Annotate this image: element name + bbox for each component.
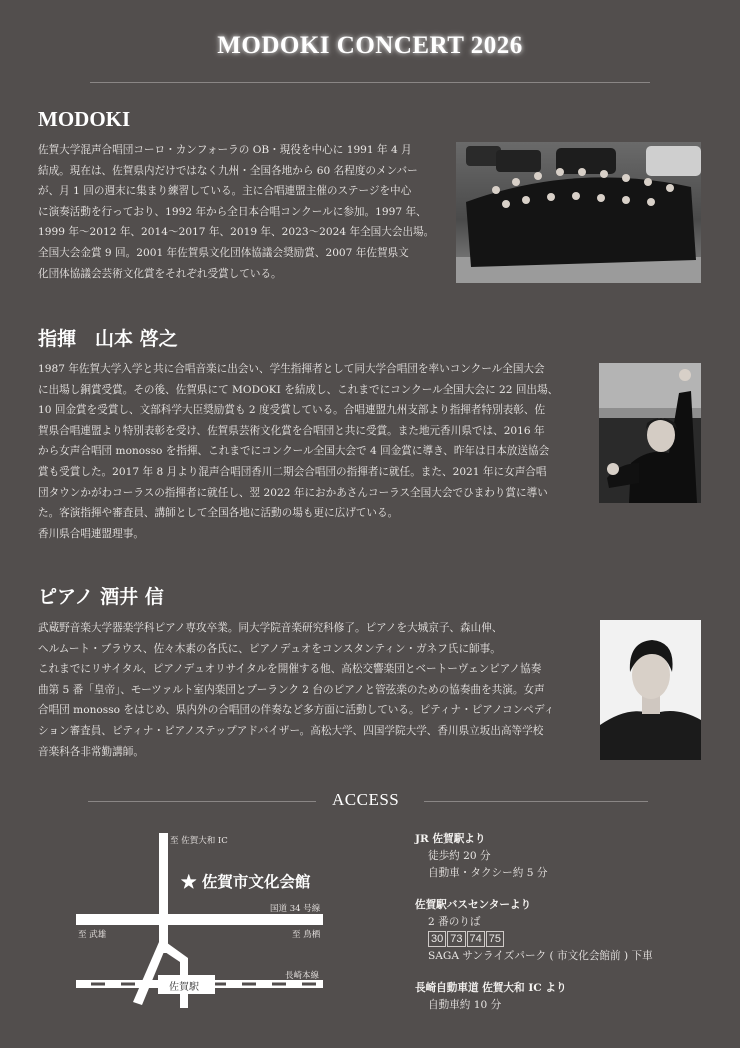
text-line: 合唱団 monosso をはじめ、県内外の合唱団の伴奏など多方面に活動している。ピティナ・ピアノコンペディ: [38, 704, 555, 717]
conductor-description: [38, 359, 593, 544]
access-routes: [415, 831, 715, 1014]
bus-number-badge: 30: [428, 931, 446, 947]
route-item: SAGA サンライズパーク ( 市文化会館前 ) 下車: [428, 950, 653, 962]
page-title: MODOKI CONCERT 2026: [217, 32, 523, 59]
text-line: た。客演指揮や審査員、講師として全国各地に活動の場も更に広げている。: [38, 507, 399, 520]
label-rail-line: 長崎本線: [285, 971, 320, 981]
section-heading-pianist: ピアノ 酒井 信: [38, 586, 164, 608]
conductor-photo: [599, 363, 701, 503]
text-line: 団タウンかがわコーラスの指揮者に就任し、翌 2022 年におかあさんコーラス全国大会でひまわり賞に導い: [38, 486, 548, 499]
section-heading-conductor: 指揮 山本 啓之: [38, 328, 178, 350]
access-divider-right: [424, 801, 648, 802]
text-line: から女声合唱団 monosso を指揮、これまでにコンクール全国大会で 4 回金賞に導き、昨年は日本放送協会: [38, 445, 550, 458]
bus-numbers: [415, 931, 715, 948]
text-line: 賀県合唱連盟より特別表彰を受け、佐賀県芸術文化賞を合唱団と共に受賞。また地元香川県では、2016 年: [38, 424, 545, 437]
label-route-34: 国道 34 号線: [270, 904, 321, 914]
venue-marker: ★ 佐賀市文化会館: [181, 872, 311, 891]
label-station: 佐賀駅: [169, 982, 199, 993]
choir-group-photo: [456, 142, 701, 283]
route-bus: [415, 897, 715, 965]
title-divider: [90, 82, 650, 83]
text-line: 1987 年佐賀大学入学と共に合唱音楽に出会い、学生指揮者として同大学合唱団を率いコンクール全国大会: [38, 363, 545, 375]
pianist-photo: [600, 620, 701, 760]
text-line: 音楽科各非常勤講師。: [38, 745, 144, 758]
text-line: が、月 1 回の週末に集まり練習している。主に合唱連盟主催のステージを中心: [38, 185, 412, 198]
route-item: 自動車約 10 分: [428, 999, 502, 1011]
bus-number-badge: 75: [486, 931, 504, 947]
access-map: [70, 830, 340, 1030]
route-item: 徒歩約 20 分: [428, 850, 491, 862]
text-line: 1999 年〜2012 年、2014〜2017 年、2019 年、2023〜2024 年全国大会出場。: [38, 226, 435, 239]
route-item: 自動車・タクシー約 5 分: [428, 867, 548, 879]
modoki-description: [38, 140, 448, 284]
text-line: 全国大会金賞 9 回。2001 年佐賀県文化団体協議会奨励賞、2007 年佐賀県文: [38, 246, 409, 259]
text-line: 武蔵野音楽大学器楽学科ピアノ専攻卒業。同大学院音楽研究科修了。ピアノを大城京子、森山伸、: [38, 622, 503, 634]
label-to-tosu: 至 鳥栖: [292, 930, 321, 940]
label-to-ic: 至 佐賀大和 IC: [170, 836, 228, 846]
text-line: 賞も受賞した。2017 年 8 月より混声合唱団香川二期会合唱団の指揮者に就任。また、2021 年に女声合唱: [38, 465, 547, 478]
text-line: に演奏活動を行っており、1992 年から全日本合唱コンクールに参加。1997 年、: [38, 205, 427, 218]
route-34: [76, 914, 323, 925]
text-line: ション審査員、ピティナ・ピアノステップアドバイザー。高松大学、四国学院大学、香川県立坂出高等学校: [38, 724, 544, 737]
route-heading: 長崎自動車道 佐賀大和 IC より: [415, 982, 567, 994]
text-line: 結成。現在は、佐賀県内だけではなく九州・全国各地から 60 名程度のメンバー: [38, 164, 418, 177]
bus-number-badge: 74: [467, 931, 485, 947]
text-line: これまでにリサイタル、ピアノデュオリサイタルを開催する他、高松交響楽団とベートーヴェンピアノ協奏: [38, 663, 542, 676]
text-line: 佐賀大学混声合唱団コーロ・カンフォーラの OB・現役を中心に 1991 年 4 月: [38, 144, 412, 156]
text-line: ヘルムート・ブラウス、佐々木素の各氏に、ピアノデュオをコンスタンティン・ガネフ氏に師事。: [38, 642, 501, 655]
label-to-takeo: 至 武雄: [78, 930, 107, 940]
route-heading: 佐賀駅バスセンターより: [415, 899, 532, 911]
text-line: 香川県合唱連盟理事。: [38, 527, 144, 540]
text-line: に出場し銅賞受賞。その後、佐賀県にて MODOKI を結成し、これまでにコンクール全国大会に 22 回出場、: [38, 383, 559, 396]
route-item: 2 番のりば: [428, 916, 481, 928]
road-to-ic: [159, 833, 168, 953]
route-jr: [415, 831, 715, 882]
bus-number-badge: 73: [447, 931, 465, 947]
text-line: 曲第 5 番「皇帝」、モーツァルト室内楽団とプーランク 2 台のピアノと管弦楽のための協奏曲を共演。女声: [38, 683, 545, 696]
text-line: 10 回金賞を受賞し、文部科学大臣奨励賞も 2 度受賞している。合唱連盟九州支部より指揮者特別表彰、佐: [38, 404, 546, 417]
route-heading: JR 佐賀駅より: [415, 833, 486, 845]
text-line: 化団体協議会芸術文化賞をそれぞれ受賞している。: [38, 267, 282, 280]
route-expressway: [415, 980, 715, 1014]
pianist-description: [38, 618, 593, 762]
section-heading-access: ACCESS: [332, 790, 400, 809]
section-heading-modoki: MODOKI: [38, 107, 131, 131]
access-divider-left: [88, 801, 316, 802]
